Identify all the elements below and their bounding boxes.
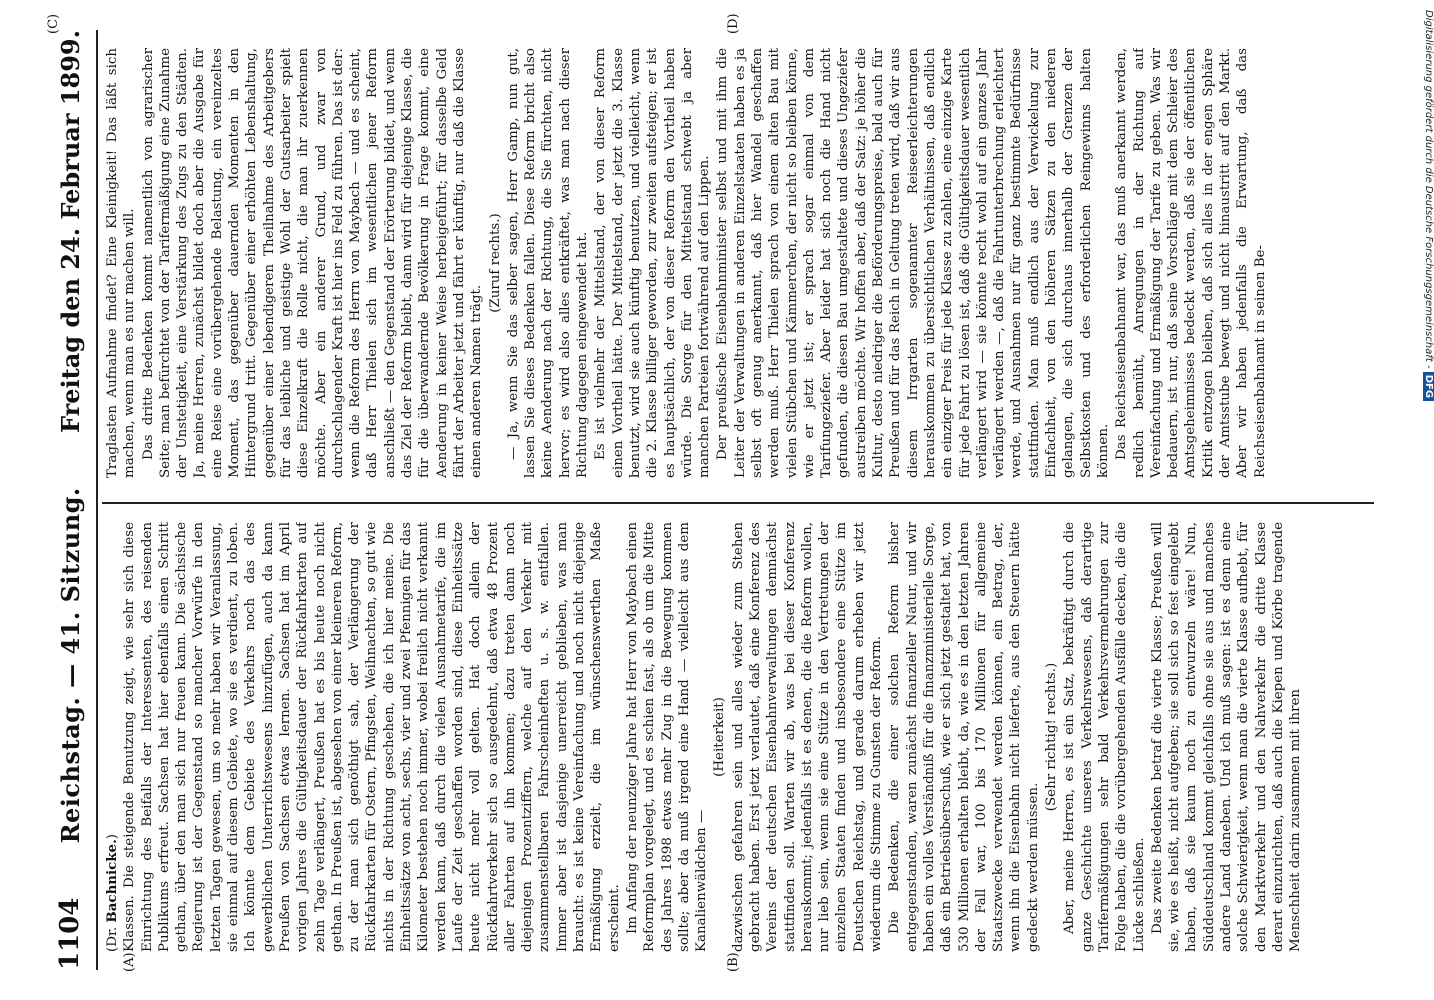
interjection: (Sehr richtig! rechts.)	[1044, 662, 1060, 812]
paragraph: Das dritte Bedenken kommt namentlich von agrarischer Seite; man befürchtet von der Tarifermäßigung eine Zunahme der Unstetigkeit, eine Verstärkung des Zugs zu den Städten. Ja, meine Herren, zunächst bildet doch aber die Ausgabe für eine Reise eine vorübergehende Belastung, ein vereinzeltes Moment, das gegenüber dauernden Momenten in den Hintergrund tritt. Gegenüber einer erhöhten Lebenshaltung, gegenüber einer lebendigeren Theilnahme des Arbeitgebers für das leibliche und geistige Wohl der Gutsarbeiter spielt diese Einzelkraft die Rolle nicht, die man ihr zuerkennen möchte. Aber ein anderer Grund, und zwar von durchschlagender Kraft ist hier ins Feld zu führen. Das ist der: wenn die Reform des Herrn von Maybach — und es scheint, daß Herr Thielen sich im wesentlichen jener Reform anschließt — den Gegenstand der Erörterung bildet, und wenn das Ziel der Reform bleibt, dann wird für diejenige Klasse, die für die überwandernde Bevölkerung in Frage kommt, eine Aenderung in keiner Weise herbeigeführt; für dasselbe Geld fährt der Arbeiter jetzt und fährt er künftig, nur daß die Klasse einen anderen Namen trägt.	[140, 48, 485, 478]
right-column	[104, 48, 1376, 478]
page-header	[50, 30, 90, 970]
digitization-text: Digitalisierung gefördert durch die Deutsche Forschungsgemeinschaft -	[1423, 10, 1434, 369]
speaker-line	[104, 522, 121, 952]
speaker-name: Bachnicke.	[104, 839, 120, 923]
paragraph: Traglasten Aufnahme findet? Eine Kleinigkeit! Das läßt sich machen, wenn man es nur machen will.	[105, 48, 138, 478]
margin-marker-d: (D)	[726, 13, 741, 34]
left-column	[104, 522, 1376, 952]
paragraph: Das zweite Bedenken betraf die vierte Klasse; Preußen will sie, wie es heißt, nicht aufgeben; sie soll sich so fest eingelebt haben, daß sie kaum noch zu entwurzeln wäre! Nun, Süddeutschland kommt gleichfalls ohne sie aus und manches andere Land daneben. Und ich muß sagen: ist es denn eine solche Schwierigkeit, wenn man die vierte Klasse aufhebt, für den Marktverkehr und den Nahverkehr die dritte Klasse derart einzurichten, daß auch die Kiepen und Körbe tragende Menschheit darin zusammen mit ihren	[1149, 522, 1304, 952]
interjection: (Heiterkeit)	[712, 697, 728, 777]
paragraph: Im Anfang der neunziger Jahre hat Herr von Maybach einen Reformplan vorgelegt, und es schien fast, als ob um die Mitte des Jahres 1898 etwas mehr Zug in die Bewegung kommen sollte; aber da muß irgend eine Hand — vielleicht aus dem Kanalienwäldchen —	[624, 522, 710, 952]
paragraph: Die Bedenken, die einer solchen Reform bisher entgegenstanden, waren zunächst finanzieller Natur, und wir haben ein volles Verständniß für die finanzministerielle Sorge, daß ein Betriebsüberschuß, wie er sich jetzt gestaltet hat, von 530 Millionen erhalten bleibt, da, wie es in den letzten Jahren der Fall war, 100 bis 170 Millionen für allgemeine Staatszwecke verwendet werden können, ein Betrag, der, wenn ihn die Eisenbahn nicht lieferte, aus den Steuern hätte gedeckt werden müssen.	[887, 522, 1041, 952]
header-rule	[96, 30, 98, 970]
digitization-note-text	[1423, 10, 1434, 401]
column-divider	[102, 502, 1374, 504]
paragraph: — Ja, wenn Sie das selber sagen, Herr Gamp, nun gut, lassen Sie dieses Bedenken fallen. Diese Reform bricht also keine Aenderung nach der Richtung, die Sie fürchten, nicht hervor; es wird also alles entkräftet, was man nach dieser Richtung dagegen eingewendet hat.	[505, 48, 591, 478]
paragraph: Es ist vielmehr der Mittelstand, der von dieser Reform einen Vortheil hätte. Der Mittelstand, der jetzt die 3. Klasse benutzt, wird sie auch künftig benutzen, und vielleicht, wenn die 2. Klasse billiger geworden, zur zweiten aufsteigen; er ist es hauptsächlich, der von dieser Reform den Vortheil haben würde. Die Sorge für den Mittelstand schwebt ja aber manchen Parteien fortwährend auf den Lippen.	[593, 48, 713, 478]
margin-marker-a: (A)	[122, 952, 137, 972]
digitization-note	[1418, 0, 1434, 1000]
session-title: Reichstag. — 41. Sitzung.	[55, 487, 85, 844]
paragraph: Der preußische Eisenbahnminister selbst und mit ihm die Leiter der Verwaltungen in anderen Einzelstaaten haben es ja selbst oft genug anerkannt, daß hier Wandel geschaffen werden muß. Herr Thielen sprach von einem alten Bau mit vielen Stübchen und Kämmerchen, der nicht so bleiben könne, wie er jetzt ist; er sprach sogar einmal von dem Tarifungeziefer. Aber leider hat sich noch die Hand nicht gefunden, die diesen Bau umgestaltete und dieses Ungeziefer austreiben möchte. Wir hoffen aber, daß der Satz: je höher die Kultur, desto niedriger die Beförderungspreise, bald auch für Preußen und für das Reich in Geltung treten wird, daß wir aus diesem Irrgarten sogenannter Reiseerleichterungen herauskommen zu übersichtlichen Verhältnissen, daß endlich ein einziger Preis für jede Klasse zu zahlen, eine einzige Karte für jede Fahrt zu lösen ist, daß die Gültigkeitsdauer wesentlich verlängert wird — sie könnte recht wohl auf ein ganzes Jahr verlängert werden —, daß die Fahrtunterbrechung erleichtert werde, und Ausnahmen nur für ganz bestimmte Bedürfnisse stattfinden. Man muß endlich aus der Verwickelung zur Einfachheit, von den höheren Sätzen zu den niederen gelangen, die sich durchaus innerhalb der Grenzen der Selbstkosten und des erforderlichen Reingewinns halten können.	[715, 48, 1111, 478]
paragraph: Aber, meine Herren, es ist ein Satz, bekräftigt durch die ganze Geschichte unseres Verkehrswesens, daß derartige Tarifermäßigungen sehr bald Verkehrsvermehrungen zur Folge haben, die die vorübergehenden Ausfälle decken, die die Lücke schließen.	[1062, 522, 1147, 952]
margin-marker-c: (C)	[46, 13, 61, 34]
page-number: 1104	[55, 897, 85, 970]
session-date: Freitag den 24. Februar 1899.	[55, 30, 85, 433]
margin-marker-b: (B)	[726, 952, 741, 972]
speaker-suffix: )	[105, 834, 120, 840]
paragraph: Das Reichseisenbahnamt war, das muß anerkannt werden, redlich bemüht, Anregungen in der Richtung auf Vereinfachung und Ermäßigung der Tarife zu geben. Was wir bedauern, ist nur, daß seine Vorschläge mit dem Schleier des Amtsgeheimnisses bedeckt werden, daß sie der öffentlichen Kritik entzogen bleiben, daß sich alles in der engen Sphäre der Amtsstube bewegt und nicht hinaustritt auf den Markt. Aber wir haben jedenfalls die Erwartung, daß das Reichseisenbahnamt in seinen Be-	[1114, 48, 1268, 478]
paragraph: Klassen. Die steigende Benutzung zeigt, wie sehr sich diese Einrichtung des Beifalls der Interessenten, des reisenden Publikums erfreut. Sachsen hat hier ebenfalls einen Schritt gethan, über den man sich nur freuen kann. Die sächsische Regierung ist der Gegenstand so mancher Vorwürfe in den letzten Tagen gewesen, um so mehr haben wir Veranlassung, sie einmal auf diesem Gebiete, wo sie es verdient, zu loben. Ich könnte dem Gebiete des Verkehrs noch das des gewerblichen Unterrichtswesens hinzufügen, auch da kann Preußen von Sachsen etwas lernen. Sachsen hat im April vorigen Jahres die Gültigkeitsdauer der Rückfahrkarten auf zehn Tage verlängert, Preußen hat es bis heute noch nicht gethan. In Preußen ist, abgesehen von einer kleineren Reform, zu der man sich genöthigt sah, der Verlängerung der Rückfahrkarten für Ostern, Pfingsten, Weihnachten, so gut wie nichts in der Richtung geschehen, die ich hier meine. Die Einheitssätze von acht, sechs, vier und zwei Pfennigen für das Kilometer bestehen noch immer, wobei freilich nicht verkannt werden kann, daß durch die vielen Ausnahmetarife, die im Laufe der Zeit geschaffen worden sind, diese Einheitssätze heute nicht mehr voll gelten. Hat doch allein der Rückfahrtverkehr sich so ausgedehnt, daß etwa 48 Prozent aller Fahrten auf ihn kommen; dazu treten dann noch diejenigen Prozentziffern, welche auf den Verkehr mit zusammenstellbaren Fahrscheinheften u. s. w. entfallen. Immer aber ist dasjenige unerreicht geblieben, was man braucht: es ist keine Vereinfachung und noch nicht diejenige Ermäßigung erzielt, die im wünschenswerthen Maße erscheint.	[122, 522, 622, 952]
interjection: (Zuruf rechts.)	[487, 213, 503, 313]
speaker-prefix: (Dr.	[105, 926, 120, 952]
dfg-logo: DFG	[1423, 372, 1434, 401]
paragraph: dazwischen gefahren sein und alles wieder zum Stehen gebracht haben. Erst jetzt verlautet, daß eine Konferenz des Vereins der deutschen Eisenbahnverwaltungen demnächst stattfinden soll. Warten wir ab, was bei dieser Konferenz herauskommt; jedenfalls ist es denen, die die Reform wollen, nur lieb sein, wenn sie eine Stütze in den Vertretungen der einzelnen Staaten finden und insbesondere eine Stütze im Deutschen Reichstag, und gerade darum erheben wir jetzt wiederum die Stimme zu Gunsten der Reform.	[730, 522, 885, 952]
